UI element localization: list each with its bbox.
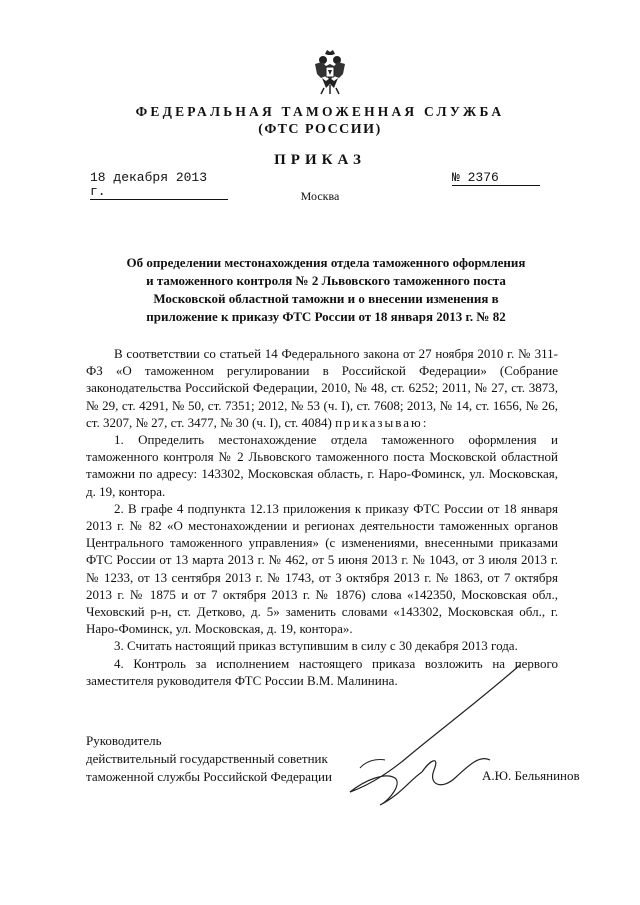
order-item-2: 2. В графе 4 подпункта 12.13 приложения к приказу ФТС России от 18 января 2013 г. № 82 «О местонахождении и регионах деятельности таможенных органов Центрального таможенного управления» (с изменениями, внесенными приказами ФТС России от 13 марта 2013 г. № 462, от 5 июня 2013 г. № 1043, от 3 июля 2013 г. № 1233, от 13 сентября 2013 г. № 1743, от 3 октября 2013 г. № 1863, от 7 октября 2013 г. № 1875 и от 7 октября 2013 г. № 1876) слова «142350, Московская обл., Чеховский р-н, ст. Детково, д. 5» заменить словами «143302, Московская обл., г. Наро-Фоминск, ул. Московская, д. 19, контора».: [86, 500, 558, 637]
order-item-3: 3. Считать настоящий приказ вступившим в силу с 30 декабря 2013 года.: [114, 638, 518, 654]
signatory-title-line: таможенной службы Российской Федерации: [86, 769, 332, 784]
subject-line: приложение к приказу ФТС России от 18 января 2013 г. № 82: [146, 309, 506, 324]
subject-line: и таможенного контроля № 2 Львовского таможенного поста: [146, 273, 506, 288]
issue-city: Москва: [300, 189, 340, 203]
document-date: 18 декабря 2013 г.: [90, 171, 228, 200]
signatory-name: А.Ю. Бельянинов: [482, 768, 580, 783]
order-item-1: 1. Определить местонахождение отдела таможенного оформления и таможенного контроля № 2 Львовского таможенного поста Московской областной таможни по адресу: 143302, Московская область, г. Наро-Фоминск, ул. Московская, д. 19, контора.: [86, 432, 558, 499]
subject-line: Об определении местонахождения отдела таможенного оформления: [126, 255, 526, 270]
preamble-text: В соответствии со статьей 14 Федерального закона от 27 ноября 2010 г. № 311-ФЗ «О таможенном регулировании в Российской Федерации» (Собрание законодательства Российской Федерации, 2010, № 48, ст. 6252; 2011, № 27, ст. 3873, № 29, ст. 4291, № 50, ст. 7351; 2012, № 53 (ч. I), ст. 7608; 2013, № 14, ст. 1656, № 26, ст. 3207, № 27, ст. 3477, № 30 (ч. I), ст. 4084): [86, 346, 558, 430]
order-word: приказываю:: [335, 414, 429, 430]
order-item-4: 4. Контроль за исполнением настоящего приказа возложить на первого заместителя руководителя ФТС России В.М. Малинина.: [86, 655, 558, 688]
signatory-title: [86, 732, 332, 786]
document-subject: [110, 254, 542, 326]
signatory-title-line: действительный государственный советник: [86, 751, 328, 766]
organization-name: ФЕДЕРАЛЬНАЯ ТАМОЖЕННАЯ СЛУЖБА: [135, 104, 505, 119]
document-number: № 2376: [452, 171, 540, 186]
subject-line: Московской областной таможни и о внесении изменения в: [153, 291, 499, 306]
handwritten-signature: [330, 660, 550, 820]
document-type: ПРИКАЗ: [274, 152, 366, 168]
signatory-title-line: Руководитель: [86, 733, 162, 748]
state-emblem-icon: [312, 48, 348, 96]
document-body: [86, 345, 558, 689]
preamble-paragraph: [86, 345, 558, 431]
organization-short-name: (ФТС РОССИИ): [258, 122, 382, 137]
